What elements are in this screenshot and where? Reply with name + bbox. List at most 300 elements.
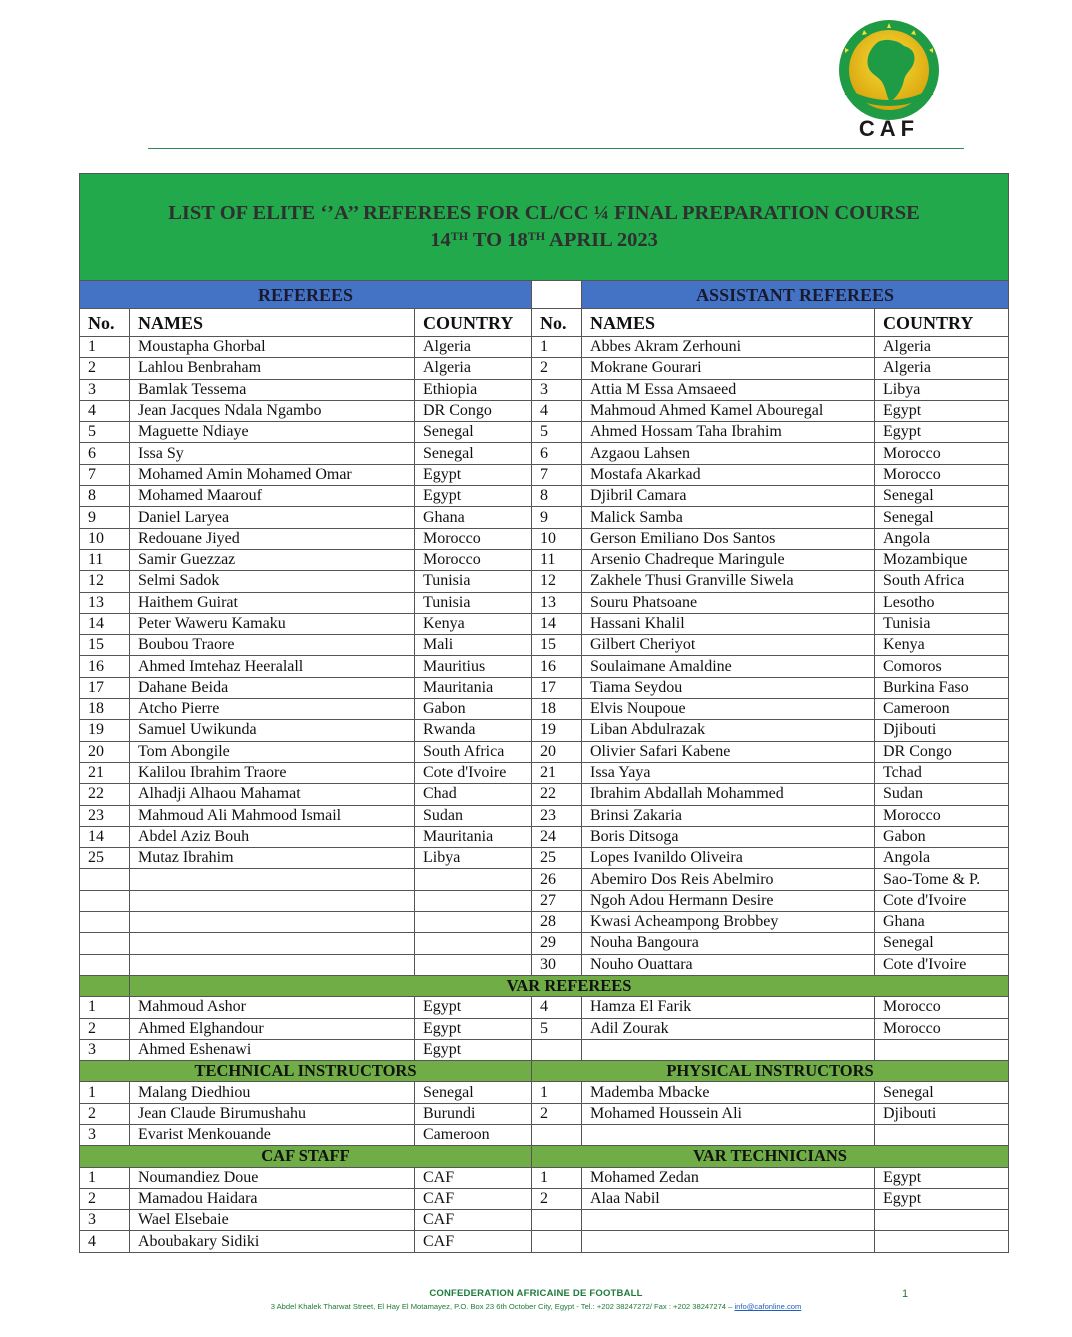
var-referee-no-cell: 3 — [80, 1039, 130, 1060]
assistant-referee-country-cell: Tchad — [875, 762, 1009, 783]
technical-instructors-no-cell: 2 — [80, 1103, 130, 1124]
referee-name-cell: Boubou Traore — [130, 635, 415, 656]
table-row — [80, 741, 1009, 762]
assistant-referee-country-cell: Sudan — [875, 784, 1009, 805]
referee-no-cell: 23 — [80, 805, 130, 826]
assistant-referee-no-cell: 22 — [532, 784, 582, 805]
physical-instructors-no-cell: 2 — [532, 1103, 582, 1124]
assistant-referee-name-cell: Ibrahim Abdallah Mohammed — [582, 784, 875, 805]
referee-name-cell: Kalilou Ibrahim Traore — [130, 762, 415, 783]
caf-staff-name-cell: Noumandiez Doue — [130, 1167, 415, 1188]
document-title — [80, 174, 1009, 281]
page-number: 1 — [902, 1288, 909, 1300]
assistant-referee-no-cell: 28 — [532, 912, 582, 933]
col-country: COUNTRY — [415, 309, 532, 337]
assistant-referee-country-cell: Gabon — [875, 826, 1009, 847]
technical-instructors-name-cell: Jean Claude Birumushahu — [130, 1103, 415, 1124]
table-row — [80, 762, 1009, 783]
table-row — [80, 528, 1009, 549]
referee-name-cell: Ahmed Imtehaz Heeralall — [130, 656, 415, 677]
empty-cell — [415, 933, 532, 954]
physical-instructors-name-cell: Mohamed Houssein Ali — [582, 1103, 875, 1124]
assistant-referee-country-cell: Senegal — [875, 507, 1009, 528]
physical-instructors-no-cell: 1 — [532, 1082, 582, 1103]
assistant-referee-no-cell: 3 — [532, 379, 582, 400]
table-row — [80, 699, 1009, 720]
assistant-referee-no-cell: 1 — [532, 337, 582, 358]
referee-no-cell: 14 — [80, 613, 130, 634]
assistant-referee-country-cell: Sao-Tome & P. — [875, 869, 1009, 890]
var-referee-name-cell: Ahmed Eshenawi — [130, 1039, 415, 1060]
referee-country-cell: Morocco — [415, 528, 532, 549]
caf-staff-name-cell: Wael Elsebaie — [130, 1210, 415, 1231]
caf-staff-heading: CAF STAFF — [80, 1146, 532, 1167]
empty-cell — [130, 954, 415, 975]
assistant-referee-country-cell: Mozambique — [875, 549, 1009, 570]
physical-instructors-name-cell: Mademba Mbacke — [582, 1082, 875, 1103]
assistant-referee-name-cell: Nouho Ouattara — [582, 954, 875, 975]
caf-staff-no-cell: 4 — [80, 1231, 130, 1252]
referee-name-cell: Samuel Uwikunda — [130, 720, 415, 741]
title-line-1: LIST OF ELITE ‘’A’’ REFEREES FOR CL/CC ¼ FINAL PREPARATION COURSE — [168, 202, 920, 224]
var-referee-name-cell: Hamza El Farik — [582, 997, 875, 1018]
assistant-referee-country-cell: Senegal — [875, 933, 1009, 954]
referee-country-cell: Algeria — [415, 358, 532, 379]
referee-no-cell: 21 — [80, 762, 130, 783]
empty-cell — [80, 890, 130, 911]
caf-staff-no-cell: 3 — [80, 1210, 130, 1231]
referee-no-cell: 17 — [80, 677, 130, 698]
referee-name-cell: Mohamed Maarouf — [130, 486, 415, 507]
var-technicians-no-cell: 2 — [532, 1188, 582, 1209]
assistant-referee-no-cell: 19 — [532, 720, 582, 741]
assistant-referee-country-cell: Angola — [875, 528, 1009, 549]
referee-name-cell: Haithem Guirat — [130, 592, 415, 613]
referee-name-cell: Maguette Ndiaye — [130, 422, 415, 443]
caf-staff-country-cell: CAF — [415, 1188, 532, 1209]
section-gap — [532, 281, 582, 309]
referee-country-cell: Tunisia — [415, 592, 532, 613]
empty-cell — [582, 1039, 875, 1060]
referee-name-cell: Issa Sy — [130, 443, 415, 464]
referee-name-cell: Samir Guezzaz — [130, 549, 415, 570]
empty-cell — [80, 954, 130, 975]
referee-country-cell: Morocco — [415, 549, 532, 570]
referee-country-cell: Algeria — [415, 337, 532, 358]
empty-cell — [130, 912, 415, 933]
table-row — [80, 1018, 1009, 1039]
assistant-referee-no-cell: 2 — [532, 358, 582, 379]
assistant-referee-name-cell: Gilbert Cheriyot — [582, 635, 875, 656]
referee-name-cell: Mohamed Amin Mohamed Omar — [130, 464, 415, 485]
assistant-referee-country-cell: Cameroon — [875, 699, 1009, 720]
table-row — [80, 571, 1009, 592]
assistant-referee-name-cell: Mahmoud Ahmed Kamel Abouregal — [582, 400, 875, 421]
referee-name-cell: Jean Jacques Ndala Ngambo — [130, 400, 415, 421]
referee-country-cell: Sudan — [415, 805, 532, 826]
technical-instructors-country-cell: Senegal — [415, 1082, 532, 1103]
assistant-referee-name-cell: Ahmed Hossam Taha Ibrahim — [582, 422, 875, 443]
technical-instructors-name-cell: Evarist Menkouande — [130, 1124, 415, 1145]
table-row — [80, 826, 1009, 847]
assistant-referee-no-cell: 18 — [532, 699, 582, 720]
assistant-referee-country-cell: Morocco — [875, 443, 1009, 464]
table-row — [80, 1231, 1009, 1252]
table-row — [80, 486, 1009, 507]
assistant-referee-name-cell: Abemiro Dos Reis Abelmiro — [582, 869, 875, 890]
var-referee-name-cell: Mahmoud Ashor — [130, 997, 415, 1018]
referee-country-cell: Tunisia — [415, 571, 532, 592]
assistant-referee-country-cell: Morocco — [875, 464, 1009, 485]
assistant-referee-no-cell: 14 — [532, 613, 582, 634]
referee-country-cell: Egypt — [415, 464, 532, 485]
referee-no-cell: 20 — [80, 741, 130, 762]
assistant-referee-country-cell: Egypt — [875, 422, 1009, 443]
title-dates: 14TH TO 18TH APRIL 2023 — [430, 229, 658, 251]
empty-cell — [532, 1210, 582, 1231]
assistant-referee-name-cell: Elvis Noupoue — [582, 699, 875, 720]
empty-cell — [532, 1039, 582, 1060]
table-row — [80, 933, 1009, 954]
caf-staff-name-cell: Mamadou Haidara — [130, 1188, 415, 1209]
table-row — [80, 1188, 1009, 1209]
footer-address: 3 Abdel Khalek Tharwat Street, El Hay El Motamayez, P.O. Box 23 6th October City, Egypt - Tel.: +202 38247272/ Fax : +202 38247274 – info@cafonline.com — [270, 1302, 802, 1311]
assistant-referee-no-cell: 13 — [532, 592, 582, 613]
referee-name-cell: Abdel Aziz Bouh — [130, 826, 415, 847]
referee-no-cell: 9 — [80, 507, 130, 528]
assistant-referee-name-cell: Mostafa Akarkad — [582, 464, 875, 485]
assistant-referee-no-cell: 16 — [532, 656, 582, 677]
assistant-referee-name-cell: Olivier Safari Kabene — [582, 741, 875, 762]
caf-staff-name-cell: Aboubakary Sidiki — [130, 1231, 415, 1252]
referee-country-cell: Kenya — [415, 613, 532, 634]
empty-cell — [532, 1231, 582, 1252]
assistant-referee-name-cell: Kwasi Acheampong Brobbey — [582, 912, 875, 933]
table-row — [80, 592, 1009, 613]
empty-cell — [415, 954, 532, 975]
referee-no-cell: 5 — [80, 422, 130, 443]
assistant-referee-no-cell: 11 — [532, 549, 582, 570]
table-row — [80, 635, 1009, 656]
var-referee-no-cell: 5 — [532, 1018, 582, 1039]
table-row — [80, 784, 1009, 805]
referee-no-cell: 11 — [80, 549, 130, 570]
assistant-referee-name-cell: Lopes Ivanildo Oliveira — [582, 848, 875, 869]
referee-country-cell: Senegal — [415, 422, 532, 443]
referee-country-cell: Mauritania — [415, 677, 532, 698]
referee-name-cell: Mahmoud Ali Mahmood Ismail — [130, 805, 415, 826]
referees-table — [79, 173, 1009, 1253]
var-technicians-country-cell: Egypt — [875, 1167, 1009, 1188]
header-divider — [148, 148, 964, 149]
empty-cell — [875, 1124, 1009, 1145]
assistant-referee-country-cell: South Africa — [875, 571, 1009, 592]
section-heading-row — [80, 975, 1009, 996]
assistant-referee-country-cell: Egypt — [875, 400, 1009, 421]
referee-country-cell: Ethiopia — [415, 379, 532, 400]
referee-country-cell: Cote d'Ivoire — [415, 762, 532, 783]
assistant-referee-name-cell: Gerson Emiliano Dos Santos — [582, 528, 875, 549]
referee-country-cell: Libya — [415, 848, 532, 869]
table-row — [80, 549, 1009, 570]
assistant-referees-section-header: ASSISTANT REFEREES — [582, 281, 1009, 309]
table-row — [80, 1167, 1009, 1188]
table-row — [80, 805, 1009, 826]
referee-name-cell: Lahlou Benbraham — [130, 358, 415, 379]
empty-cell — [532, 1124, 582, 1145]
assistant-referee-name-cell: Soulaimane Amaldine — [582, 656, 875, 677]
assistant-referee-country-cell: Senegal — [875, 486, 1009, 507]
table-row — [80, 720, 1009, 741]
assistant-referee-name-cell: Tiama Seydou — [582, 677, 875, 698]
referees-section-header: REFEREES — [80, 281, 532, 309]
technical-instructors-no-cell: 1 — [80, 1082, 130, 1103]
empty-cell — [415, 869, 532, 890]
referee-no-cell: 2 — [80, 358, 130, 379]
caf-staff-country-cell: CAF — [415, 1210, 532, 1231]
assistant-referee-no-cell: 15 — [532, 635, 582, 656]
referee-name-cell: Redouane Jiyed — [130, 528, 415, 549]
referee-no-cell: 22 — [80, 784, 130, 805]
assistant-referee-country-cell: Ghana — [875, 912, 1009, 933]
empty-cell — [582, 1210, 875, 1231]
assistant-referee-no-cell: 5 — [532, 422, 582, 443]
section-heading-row — [80, 1146, 1009, 1167]
assistant-referee-country-cell: Angola — [875, 848, 1009, 869]
assistant-referee-country-cell: Kenya — [875, 635, 1009, 656]
referee-no-cell: 10 — [80, 528, 130, 549]
table-row — [80, 677, 1009, 698]
assistant-referee-name-cell: Mokrane Gourari — [582, 358, 875, 379]
var-technicians-name-cell: Alaa Nabil — [582, 1188, 875, 1209]
assistant-referee-country-cell: Burkina Faso — [875, 677, 1009, 698]
assistant-referee-no-cell: 26 — [532, 869, 582, 890]
assistant-referee-name-cell: Hassani Khalil — [582, 613, 875, 634]
assistant-referee-no-cell: 6 — [532, 443, 582, 464]
empty-cell — [582, 1124, 875, 1145]
referee-country-cell: Mauritania — [415, 826, 532, 847]
col-no: No. — [80, 309, 130, 337]
referee-no-cell: 3 — [80, 379, 130, 400]
referee-no-cell: 7 — [80, 464, 130, 485]
table-row — [80, 1082, 1009, 1103]
assistant-referee-no-cell: 24 — [532, 826, 582, 847]
var-technicians-country-cell: Egypt — [875, 1188, 1009, 1209]
empty-cell — [80, 975, 130, 996]
assistant-referee-no-cell: 20 — [532, 741, 582, 762]
caf-logo-text: CAF — [858, 116, 920, 141]
caf-staff-country-cell: CAF — [415, 1231, 532, 1252]
assistant-referee-name-cell: Brinsi Zakaria — [582, 805, 875, 826]
referee-no-cell: 19 — [80, 720, 130, 741]
assistant-referee-country-cell: Comoros — [875, 656, 1009, 677]
assistant-referee-name-cell: Abbes Akram Zerhouni — [582, 337, 875, 358]
referee-name-cell: Mutaz Ibrahim — [130, 848, 415, 869]
table-row — [80, 422, 1009, 443]
physical-instructors-country-cell: Senegal — [875, 1082, 1009, 1103]
var-referee-country-cell: Egypt — [415, 997, 532, 1018]
referee-name-cell: Moustapha Ghorbal — [130, 337, 415, 358]
empty-cell — [130, 890, 415, 911]
referee-country-cell: Senegal — [415, 443, 532, 464]
empty-cell — [130, 933, 415, 954]
referee-country-cell: Mauritius — [415, 656, 532, 677]
assistant-referee-no-cell: 17 — [532, 677, 582, 698]
var-referee-no-cell: 4 — [532, 997, 582, 1018]
referee-no-cell: 1 — [80, 337, 130, 358]
table-row — [80, 464, 1009, 485]
empty-cell — [875, 1210, 1009, 1231]
referee-country-cell: South Africa — [415, 741, 532, 762]
assistant-referee-no-cell: 23 — [532, 805, 582, 826]
var-referees-heading: VAR REFEREES — [130, 975, 1009, 996]
table-row — [80, 954, 1009, 975]
empty-cell — [582, 1231, 875, 1252]
assistant-referee-no-cell: 12 — [532, 571, 582, 592]
referee-name-cell: Daniel Laryea — [130, 507, 415, 528]
assistant-referee-name-cell: Malick Samba — [582, 507, 875, 528]
assistant-referee-name-cell: Nouha Bangoura — [582, 933, 875, 954]
referee-country-cell: Gabon — [415, 699, 532, 720]
empty-cell — [875, 1039, 1009, 1060]
referee-country-cell: Mali — [415, 635, 532, 656]
assistant-referee-country-cell: Tunisia — [875, 613, 1009, 634]
table-row — [80, 848, 1009, 869]
section-heading-row — [80, 1061, 1009, 1082]
assistant-referee-name-cell: Attia M Essa Amsaeed — [582, 379, 875, 400]
table-row — [80, 656, 1009, 677]
table-row — [80, 1039, 1009, 1060]
column-header-row — [80, 309, 1009, 337]
referee-name-cell: Tom Abongile — [130, 741, 415, 762]
assistant-referee-name-cell: Ngoh Adou Hermann Desire — [582, 890, 875, 911]
var-technicians-name-cell: Mohamed Zedan — [582, 1167, 875, 1188]
empty-cell — [80, 912, 130, 933]
referee-name-cell: Alhadji Alhaou Mahamat — [130, 784, 415, 805]
referee-no-cell: 6 — [80, 443, 130, 464]
var-referee-no-cell: 2 — [80, 1018, 130, 1039]
table-row — [80, 613, 1009, 634]
caf-staff-country-cell: CAF — [415, 1167, 532, 1188]
referee-country-cell: DR Congo — [415, 400, 532, 421]
referee-no-cell: 15 — [80, 635, 130, 656]
referee-no-cell: 13 — [80, 592, 130, 613]
caf-logo — [826, 18, 952, 144]
assistant-referee-name-cell: Djibril Camara — [582, 486, 875, 507]
referee-name-cell: Peter Waweru Kamaku — [130, 613, 415, 634]
var-referee-country-cell: Morocco — [875, 997, 1009, 1018]
referee-name-cell: Atcho Pierre — [130, 699, 415, 720]
empty-cell — [415, 890, 532, 911]
empty-cell — [130, 869, 415, 890]
assistant-referee-country-cell: DR Congo — [875, 741, 1009, 762]
assistant-referee-no-cell: 27 — [532, 890, 582, 911]
table-row — [80, 890, 1009, 911]
referee-name-cell: Bamlak Tessema — [130, 379, 415, 400]
empty-cell — [80, 869, 130, 890]
var-technicians-heading: VAR TECHNICIANS — [532, 1146, 1009, 1167]
var-referee-name-cell: Ahmed Elghandour — [130, 1018, 415, 1039]
assistant-referee-name-cell: Zakhele Thusi Granville Siwela — [582, 571, 875, 592]
assistant-referee-country-cell: Lesotho — [875, 592, 1009, 613]
assistant-referee-no-cell: 30 — [532, 954, 582, 975]
technical-instructors-heading: TECHNICAL INSTRUCTORS — [80, 1061, 532, 1082]
caf-staff-no-cell: 1 — [80, 1167, 130, 1188]
assistant-referee-no-cell: 8 — [532, 486, 582, 507]
assistant-referee-name-cell: Azgaou Lahsen — [582, 443, 875, 464]
assistant-referee-no-cell: 9 — [532, 507, 582, 528]
caf-staff-no-cell: 2 — [80, 1188, 130, 1209]
var-referee-no-cell: 1 — [80, 997, 130, 1018]
footer — [0, 1288, 1072, 1311]
assistant-referee-name-cell: Arsenio Chadreque Maringule — [582, 549, 875, 570]
assistant-referee-name-cell: Liban Abdulrazak — [582, 720, 875, 741]
assistant-referee-no-cell: 21 — [532, 762, 582, 783]
footer-email-link[interactable]: info@cafonline.com — [734, 1302, 802, 1311]
empty-cell — [415, 912, 532, 933]
table-row — [80, 912, 1009, 933]
col-names: NAMES — [130, 309, 415, 337]
referee-country-cell: Rwanda — [415, 720, 532, 741]
table-row — [80, 997, 1009, 1018]
assistant-referee-name-cell: Issa Yaya — [582, 762, 875, 783]
referee-country-cell: Egypt — [415, 486, 532, 507]
var-referee-country-cell: Egypt — [415, 1039, 532, 1060]
technical-instructors-no-cell: 3 — [80, 1124, 130, 1145]
table-row — [80, 1124, 1009, 1145]
table-row — [80, 379, 1009, 400]
physical-instructors-country-cell: Djibouti — [875, 1103, 1009, 1124]
referee-no-cell: 12 — [80, 571, 130, 592]
assistant-referee-name-cell: Boris Ditsoga — [582, 826, 875, 847]
table-row — [80, 1103, 1009, 1124]
referee-no-cell: 25 — [80, 848, 130, 869]
table-row — [80, 869, 1009, 890]
table-row — [80, 1210, 1009, 1231]
assistant-referee-country-cell: Cote d'Ivoire — [875, 954, 1009, 975]
var-technicians-no-cell: 1 — [532, 1167, 582, 1188]
table-row — [80, 337, 1009, 358]
referee-country-cell: Ghana — [415, 507, 532, 528]
assistant-referee-no-cell: 10 — [532, 528, 582, 549]
table-row — [80, 358, 1009, 379]
assistant-referee-country-cell: Djibouti — [875, 720, 1009, 741]
assistant-referee-no-cell: 4 — [532, 400, 582, 421]
table-row — [80, 400, 1009, 421]
var-referee-name-cell: Adil Zourak — [582, 1018, 875, 1039]
col-country: COUNTRY — [875, 309, 1009, 337]
referee-no-cell: 4 — [80, 400, 130, 421]
var-referee-country-cell: Egypt — [415, 1018, 532, 1039]
footer-organization: CONFEDERATION AFRICAINE DE FOOTBALL — [429, 1288, 643, 1299]
assistant-referee-no-cell: 29 — [532, 933, 582, 954]
referee-no-cell: 14 — [80, 826, 130, 847]
referee-no-cell: 18 — [80, 699, 130, 720]
referee-name-cell: Selmi Sadok — [130, 571, 415, 592]
empty-cell — [80, 933, 130, 954]
referee-no-cell: 8 — [80, 486, 130, 507]
referee-country-cell: Chad — [415, 784, 532, 805]
technical-instructors-name-cell: Malang Diedhiou — [130, 1082, 415, 1103]
assistant-referee-no-cell: 25 — [532, 848, 582, 869]
technical-instructors-country-cell: Cameroon — [415, 1124, 532, 1145]
assistant-referee-name-cell: Souru Phatsoane — [582, 592, 875, 613]
referee-name-cell: Dahane Beida — [130, 677, 415, 698]
col-names: NAMES — [582, 309, 875, 337]
assistant-referee-country-cell: Algeria — [875, 358, 1009, 379]
var-referee-country-cell: Morocco — [875, 1018, 1009, 1039]
assistant-referee-country-cell: Algeria — [875, 337, 1009, 358]
